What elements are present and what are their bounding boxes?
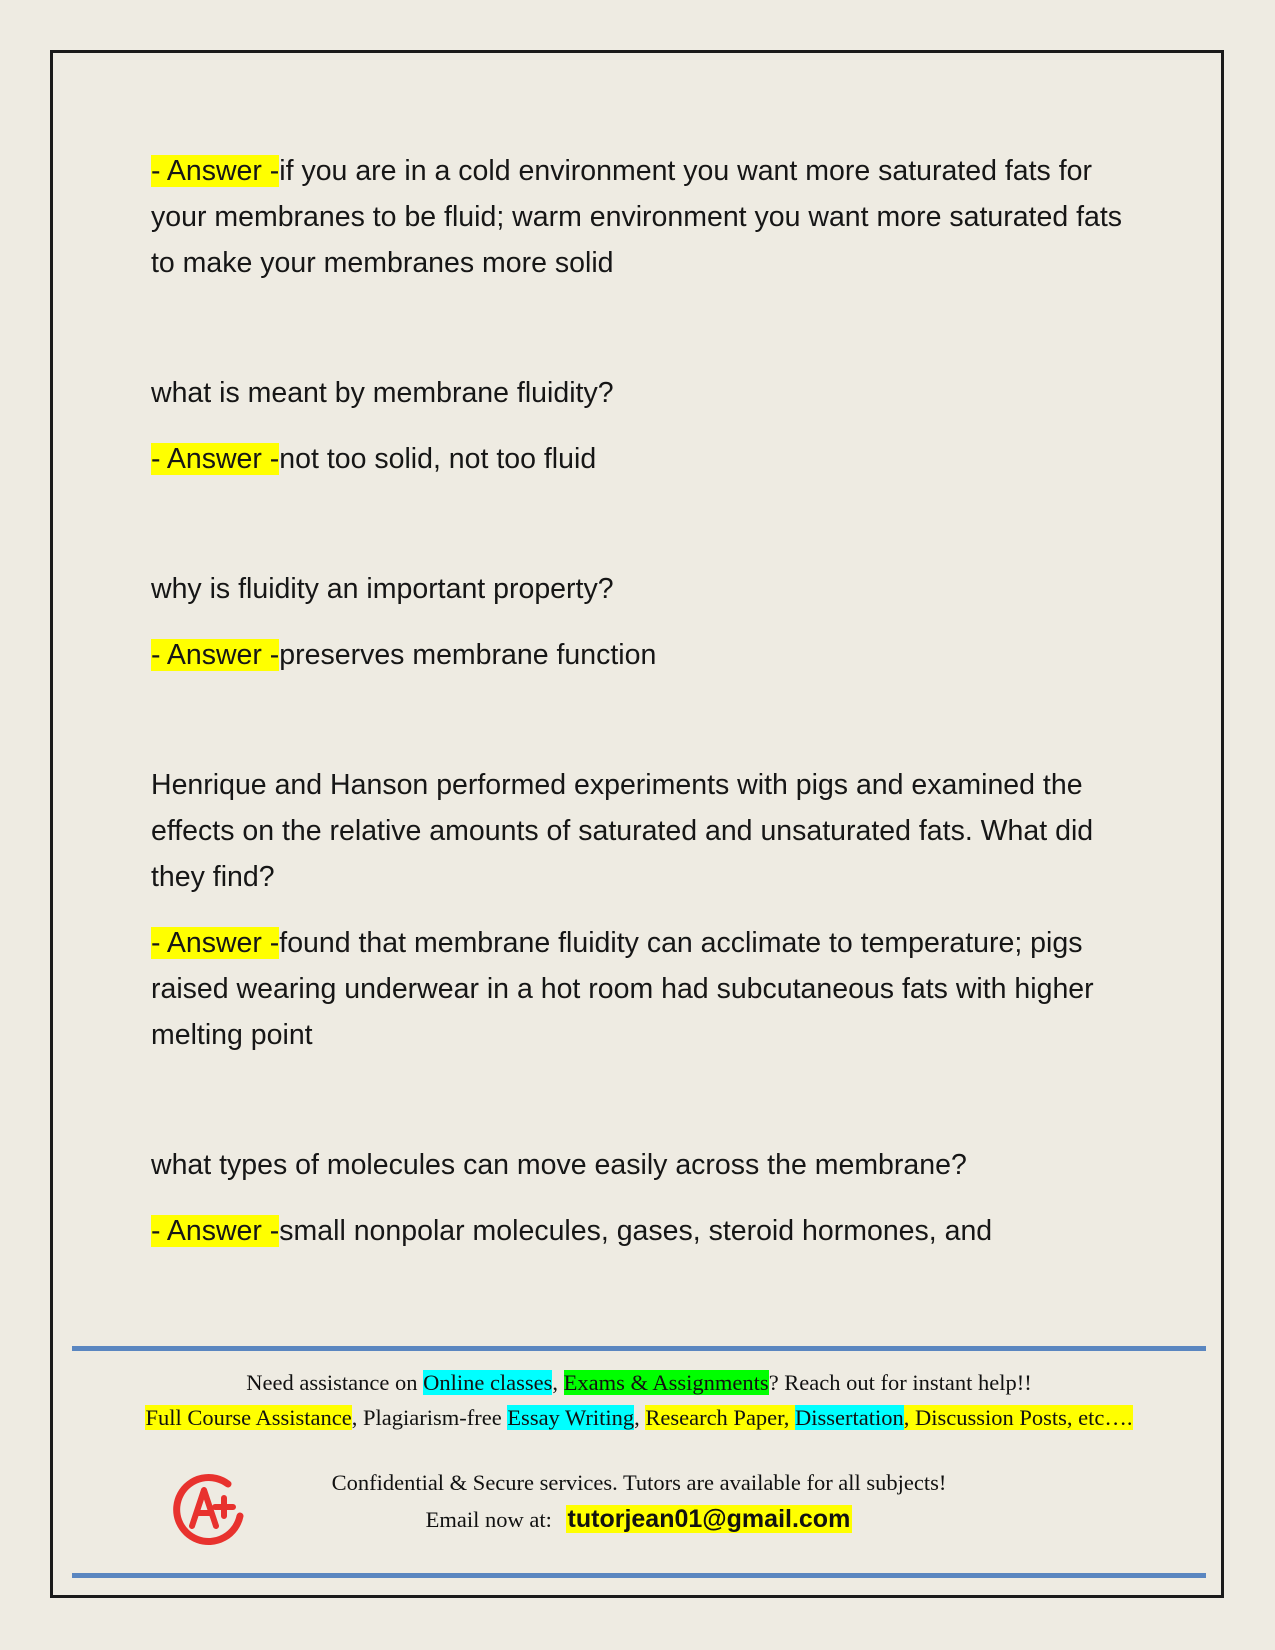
dissertation-highlight: Dissertation (795, 1405, 904, 1430)
promo-line-2 (75, 1405, 1203, 1431)
answer-paragraph (151, 632, 1131, 678)
promo-text: Need assistance on (246, 1370, 424, 1395)
promo-text: , (634, 1405, 646, 1430)
answer-text: if you are in a cold environment you want more saturated fats for your membranes to be fluid; warm environment you want more saturated fats to make your membranes more solid (151, 155, 1123, 279)
footer-bottom-rule (72, 1573, 1206, 1578)
answer-paragraph (151, 920, 1131, 1058)
answer-text: small nonpolar molecules, gases, steroid hormones, and (279, 1215, 993, 1247)
qa-content (151, 148, 1131, 1254)
promo-text: ? Reach out for instant help!! (768, 1370, 1032, 1395)
question-paragraph: what types of molecules can move easily across the membrane? (151, 1149, 967, 1181)
question-paragraph: why is fluidity an important property? (151, 573, 614, 605)
answer-text: not too solid, not too fluid (279, 443, 597, 475)
promo-text: , Plagiarism-free (351, 1405, 508, 1430)
answer-paragraph (151, 436, 1131, 482)
answer-label: - Answer - (151, 927, 280, 959)
essay-writing-highlight: Essay Writing (507, 1405, 635, 1430)
full-course-highlight: Full Course Assistance (145, 1405, 352, 1430)
promo-line-1 (75, 1370, 1203, 1396)
email-prefix: Email now at: (425, 1507, 558, 1532)
question-paragraph: what is meant by membrane fluidity? (151, 377, 614, 409)
answer-label: - Answer - (151, 639, 280, 671)
exams-highlight: Exams & Assignments (563, 1370, 769, 1395)
answer-text: preserves membrane function (279, 639, 657, 671)
footer-top-rule (72, 1346, 1206, 1351)
answer-paragraph (151, 148, 1131, 286)
answer-paragraph (151, 1208, 1131, 1254)
online-classes-highlight: Online classes (423, 1370, 553, 1395)
answer-label: - Answer - (151, 443, 280, 475)
email-link[interactable]: tutorjean01@gmail.com (567, 1505, 851, 1533)
answer-label: - Answer - (151, 155, 280, 187)
research-paper-highlight: Research Paper, (645, 1405, 796, 1430)
promo-text: , (903, 1405, 915, 1430)
question-paragraph: Henrique and Hanson performed experiments with pigs and examined the effects on the relative amounts of saturated and unsaturated fats. What did they find? (151, 769, 1094, 893)
answer-label: - Answer - (151, 1215, 280, 1247)
discussion-posts-highlight: Discussion Posts, etc…. (915, 1405, 1133, 1430)
promo-line-3: Confidential & Secure services. Tutors are available for all subjects! (331, 1470, 947, 1495)
promo-line-4 (75, 1505, 1203, 1534)
promo-text: , (552, 1370, 564, 1395)
answer-text: found that membrane fluidity can acclimate to temperature; pigs raised wearing underwear in a hot room had subcutaneous fats with higher melting point (151, 927, 1094, 1051)
